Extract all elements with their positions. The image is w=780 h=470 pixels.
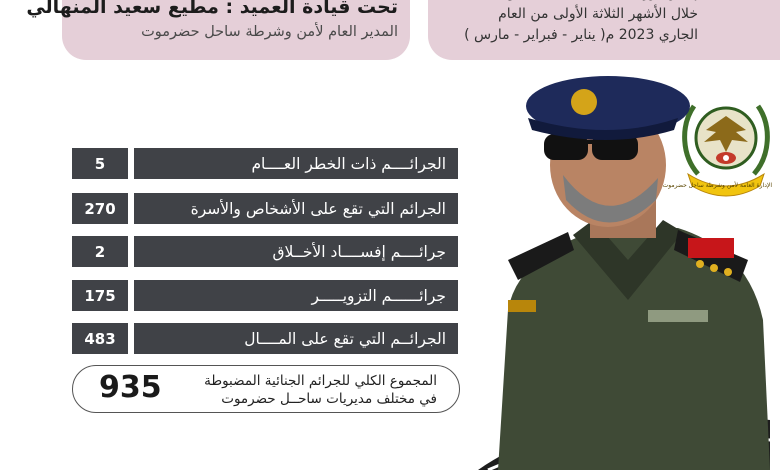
- commander-header: [26, 0, 410, 60]
- crime-count: 175: [72, 280, 128, 311]
- crime-count: 483: [72, 323, 128, 354]
- crime-label: الجرائــم التي تقع على المــــال: [134, 323, 458, 354]
- total-line-1: المجموع الكلي للجرائم الجنائية المضبوطة: [204, 373, 437, 389]
- crime-label: الجرائم التي تقع على الأشخاص والأسرة: [134, 193, 458, 224]
- crime-count: 270: [72, 193, 128, 224]
- intro-line-3: الجاري 2023 م( يناير - فبراير - مارس ): [464, 27, 698, 43]
- crime-count: 2: [72, 236, 128, 267]
- commander-subtitle: المدير العام لأمن وشرطة ساحل حضرموت: [141, 24, 398, 40]
- crime-count: 5: [72, 148, 128, 179]
- crime-label: جرائــــم إفســــاد الأخــلاق: [134, 236, 458, 267]
- crime-label: الجرائــــم ذات الخطر العــــام: [134, 148, 458, 179]
- total-count: 935: [99, 370, 162, 405]
- commander-title: تحت قيادة العميد : مطيع سعيد المنهالي: [26, 0, 398, 18]
- total-line-2: في مختلف مديريات ساحــل حضرموت: [221, 391, 437, 407]
- crime-label: جرائــــــم التزويـــــر: [134, 280, 458, 311]
- intro-header: [428, 0, 780, 60]
- total-description: [204, 372, 437, 408]
- officer-portrait: [478, 60, 770, 470]
- intro-line-2: خلال الأشهر الثلاثة الأولى من العام: [498, 6, 698, 22]
- emblem-text: الإدارة العامة لأمن وشرطة ساحل حضرموت: [662, 182, 772, 189]
- total-summary: [72, 365, 460, 413]
- intro-text: [464, 0, 698, 46]
